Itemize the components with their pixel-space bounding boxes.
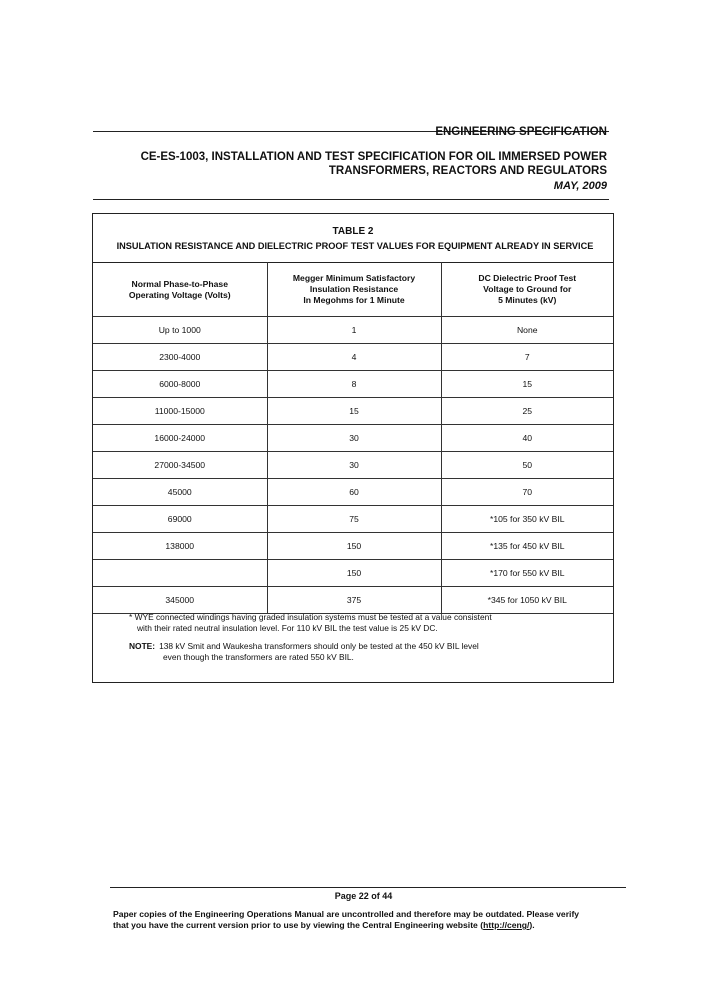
- cell-dc-test: None: [441, 317, 613, 344]
- wye-footnote-line1: * WYE connected windings having graded insulation systems must be tested at a value consistent: [129, 612, 492, 622]
- cell-megger: 8: [267, 371, 441, 398]
- cell-megger: 15: [267, 398, 441, 425]
- cell-dc-test: 15: [441, 371, 613, 398]
- footer-disclaimer: [113, 909, 633, 931]
- cell-voltage: 2300-4000: [93, 344, 267, 371]
- cell-dc-test: 7: [441, 344, 613, 371]
- cell-dc-test: 25: [441, 398, 613, 425]
- cell-voltage: 11000-15000: [93, 398, 267, 425]
- table-row: [93, 344, 613, 371]
- cell-dc-test: *170 for 550 kV BIL: [441, 560, 613, 587]
- table-row: [93, 317, 613, 344]
- cell-megger: 375: [267, 587, 441, 614]
- cell-voltage: 138000: [93, 533, 267, 560]
- central-engineering-link[interactable]: http://ceng/: [483, 920, 530, 930]
- header-bottom-rule: [93, 199, 609, 200]
- cell-megger: 75: [267, 506, 441, 533]
- table-header-row: [93, 263, 613, 317]
- note-line2: even though the transformers are rated 550 kV BIL.: [163, 651, 354, 662]
- table-container: [92, 213, 614, 683]
- cell-voltage: 345000: [93, 587, 267, 614]
- table-title: TABLE 2: [332, 226, 374, 237]
- cell-dc-test: 50: [441, 452, 613, 479]
- cell-megger: 1: [267, 317, 441, 344]
- cell-dc-test: *135 for 450 kV BIL: [441, 533, 613, 560]
- table-row: [93, 506, 613, 533]
- cell-dc-test: *105 for 350 kV BIL: [441, 506, 613, 533]
- table-notes: [129, 612, 603, 662]
- cell-megger: 30: [267, 425, 441, 452]
- column-header-dc-test: [441, 263, 613, 317]
- cell-megger: 4: [267, 344, 441, 371]
- cell-voltage: 16000-24000: [93, 425, 267, 452]
- cell-voltage: 6000-8000: [93, 371, 267, 398]
- column-header-line: Megger Minimum Satisfactory: [292, 273, 416, 283]
- column-header-line: 5 Minutes (kV): [498, 295, 557, 305]
- table-row: [93, 371, 613, 398]
- cell-megger: 60: [267, 479, 441, 506]
- table-row: [93, 398, 613, 425]
- footer-disclaimer-line2: [113, 920, 633, 931]
- table-row: [93, 533, 613, 560]
- cell-voltage: 27000-34500: [93, 452, 267, 479]
- cell-dc-test: 70: [441, 479, 613, 506]
- column-header-megger: [267, 263, 441, 317]
- column-header-line: Voltage to Ground for: [483, 284, 572, 294]
- column-header-line: Operating Voltage (Volts): [128, 289, 231, 300]
- table-row: [93, 560, 613, 587]
- cell-voltage: 69000: [93, 506, 267, 533]
- footer-text: ).: [529, 920, 535, 930]
- table-row: [93, 587, 613, 614]
- column-header-line: DC Dielectric Proof Test: [478, 273, 577, 283]
- document-title-line1: CE-ES-1003, INSTALLATION AND TEST SPECIFICATION FOR OIL IMMERSED POWER: [140, 151, 607, 163]
- insulation-test-table: [93, 262, 613, 614]
- footer-disclaimer-line1: Paper copies of the Engineering Operations Manual are uncontrolled and therefore may be outdated. Please verify: [113, 909, 580, 919]
- spec-label: ENGINEERING SPECIFICATION: [435, 126, 607, 138]
- cell-megger: 30: [267, 452, 441, 479]
- cell-dc-test: 40: [441, 425, 613, 452]
- cell-megger: 150: [267, 533, 441, 560]
- column-header-line: Normal Phase-to-Phase: [131, 278, 228, 289]
- cell-voltage: 45000: [93, 479, 267, 506]
- table-row: [93, 425, 613, 452]
- note-line1: 138 kV Smit and Waukesha transformers should only be tested at the 450 kV BIL level: [159, 641, 479, 651]
- footer-rule: [110, 887, 626, 888]
- table-subtitle: INSULATION RESISTANCE AND DIELECTRIC PROOF TEST VALUES FOR EQUIPMENT ALREADY IN SERVICE: [116, 241, 594, 251]
- table-row: [93, 479, 613, 506]
- cell-dc-test: *345 for 1050 kV BIL: [441, 587, 613, 614]
- document-title: [137, 150, 607, 178]
- table-note: [129, 641, 603, 662]
- page-number: Page 22 of 44: [334, 891, 393, 901]
- column-header-voltage: [93, 263, 267, 317]
- cell-megger: 150: [267, 560, 441, 587]
- table-row: [93, 452, 613, 479]
- document-title-line2: TRANSFORMERS, REACTORS AND REGULATORS: [328, 165, 607, 177]
- cell-voltage: Up to 1000: [93, 317, 267, 344]
- column-header-line: Insulation Resistance: [309, 284, 399, 294]
- footer-text: that you have the current version prior to use by viewing the Central Engineering website (: [113, 920, 484, 930]
- document-date: MAY, 2009: [553, 180, 607, 192]
- note-label: NOTE:: [129, 641, 156, 651]
- column-header-line: In Megohms for 1 Minute: [303, 295, 405, 305]
- wye-footnote: [129, 612, 603, 633]
- cell-voltage: [93, 560, 267, 587]
- wye-footnote-line2: with their rated neutral insulation level. For 110 kV BIL the test value is 25 kV DC.: [137, 622, 438, 633]
